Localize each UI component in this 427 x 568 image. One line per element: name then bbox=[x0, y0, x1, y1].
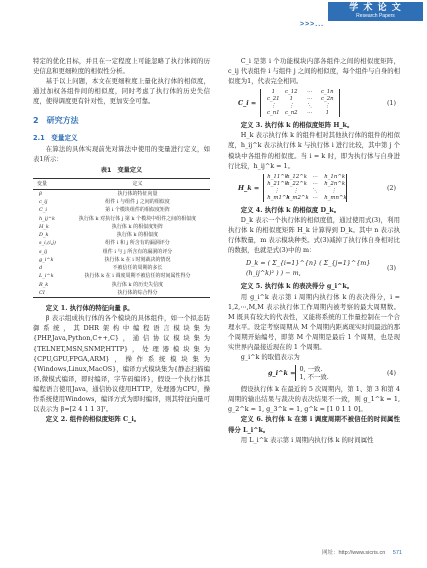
matrix-cell: ⋮ bbox=[288, 103, 294, 110]
table-caption: 表1 变量定义 bbox=[100, 166, 143, 174]
definition-1-label: 定义 1. 执行体的特征向量 β。 bbox=[45, 304, 134, 313]
table-cell-definition: 组件 i 和 j 所含有的漏洞评分 bbox=[105, 240, 170, 247]
right-paragraph-3: D_k 表示一个执行体的相似度值，通过使用式(3)，利用执行体 k 的相似度矩阵 H_k 计算得到 D_k。其中 n 表示执行体数量，m 表示模块种类。式(3)减掉了执行体自身相对比的数据，也就是式(3)中的 m： bbox=[228, 215, 400, 255]
table-cell-variable: H_k bbox=[39, 223, 49, 230]
table-cell-definition: 组件 i 与组件 j 之间的相似度 bbox=[105, 199, 170, 206]
table-row bbox=[33, 272, 210, 280]
right-paragraph-5: g_i^k 的取值表示为 bbox=[240, 353, 300, 362]
right-paragraph-7: 用 L_i^k 表示第 i 周期内执行体 k 的时间属性 bbox=[240, 435, 374, 444]
matrix-c bbox=[260, 89, 340, 117]
table-cell-variable: D_k bbox=[39, 232, 49, 239]
matrix-cell: c_1n bbox=[320, 89, 334, 96]
equation-2 bbox=[228, 174, 400, 202]
matrix-cell: h_m1^k bbox=[267, 194, 290, 201]
matrix-cell: c_12 bbox=[285, 89, 298, 96]
matrix-cell: ⋮ bbox=[331, 187, 337, 194]
right-paragraph-2: H_k 表示执行体 k 的组件相对其他执行体的组件的相似度，h_ij^k 表示执行体 k 与执行体 i 进行比较，其中第 j 个模块中各组件的相似度。当 i = k 时，即为执行体与自身进行比较，h_ij^k = 1。 bbox=[228, 131, 400, 170]
definition-5-label: 定义 5. 执行体 k 的表决得分 g_i^k。 bbox=[240, 282, 354, 291]
matrix-cell: 1 bbox=[289, 96, 294, 103]
matrix-cell: h_22^k bbox=[286, 180, 308, 187]
equation-4-case-2: 1, 不一致. bbox=[299, 373, 329, 382]
variable-table bbox=[33, 178, 210, 298]
table-cell-definition: 执行体 k 在 i 时刻裁决的情况 bbox=[104, 256, 171, 263]
matrix-cell: 1 bbox=[271, 89, 276, 96]
definition-6-label: 定义 6. 执行体 k 在第 i 调度周期不被信任的时间属性得分 L_i^k。 bbox=[228, 415, 400, 434]
table-cell-definition: 执行体的综合得分 bbox=[65, 289, 210, 298]
matrix-cell: h_2n^k bbox=[324, 180, 346, 187]
matrix-cell: c_n1 bbox=[266, 110, 280, 117]
matrix-cell: h_12^k bbox=[286, 173, 308, 180]
subsection-heading: 2.1 变量定义 bbox=[33, 133, 78, 142]
table-row bbox=[33, 231, 210, 239]
table-row bbox=[33, 223, 210, 231]
journal-section-cn: 学 术 论 文 bbox=[349, 3, 402, 13]
table-cell-definition: 第 i 个模块组件的相似度矩阵 bbox=[105, 207, 170, 214]
table-cell-definition: 不被信任的周期的多长 bbox=[112, 265, 163, 272]
table-row bbox=[33, 281, 210, 289]
table-cell-variable: d bbox=[39, 265, 43, 272]
equation-1-number: (1) bbox=[386, 99, 396, 108]
journal-header-badge bbox=[328, 2, 423, 21]
table-row bbox=[33, 256, 210, 264]
equation-3-number: (3) bbox=[386, 264, 396, 273]
equation-3 bbox=[228, 258, 400, 278]
header-arrows: >>>... bbox=[300, 21, 325, 28]
right-paragraph-4: 用 g_i^k 表示第 i 周期内执行体 k 的表决得分，i = 1,2,⋯,M,M 表示执行体工作周期内被考察的最大周期数。M 既具有较大的代表性，又能将系统的工作量控制在一个合理水平。设定考察周期从 M 个周期内距离现实时间最远的那个周期开始编号，即第 M 个周期是最后 1 个周期，也是现实世界内最接近现在的 1 个周期。 bbox=[228, 292, 400, 351]
table-cell-variable: s_i,(i,j) bbox=[39, 240, 56, 247]
matrix-cell: ⋯ bbox=[312, 194, 318, 201]
table-header-variable: 变量 bbox=[33, 178, 65, 189]
table-cell-variable: CI bbox=[33, 289, 65, 298]
matrix-cell: ⋮ bbox=[324, 103, 330, 110]
matrix-cell: ⋯ bbox=[312, 173, 318, 180]
table-cell-variable: β bbox=[39, 190, 42, 197]
equation-4-lhs: g_i^k = bbox=[268, 369, 296, 378]
matrix-cell: c_n2 bbox=[284, 110, 298, 117]
table-cell-definition: 执行体 k 的历史失信度 bbox=[111, 281, 164, 288]
table-cell-definition: 执行体 k 的相似度 bbox=[116, 232, 159, 239]
matrix-cell: ⋮ bbox=[274, 187, 280, 194]
page-footer bbox=[322, 548, 402, 556]
journal-section-en: Research Papers bbox=[356, 13, 395, 19]
table-cell-variable: h_ij^k bbox=[39, 215, 56, 222]
equation-2-lhs: H_k = bbox=[238, 183, 260, 192]
matrix-cell: ⋮ bbox=[270, 103, 276, 110]
table-header-definition: 定义 bbox=[65, 178, 210, 189]
matrix-cell: h_m2^k bbox=[286, 194, 309, 201]
definition-2-label: 定义 2. 组件的相似度矩阵 C_i。 bbox=[45, 415, 141, 424]
matrix-cell: 1 bbox=[325, 110, 330, 117]
table-cell-variable: c_ij bbox=[39, 199, 48, 206]
table-cell-variable: R_k bbox=[39, 281, 49, 288]
equation-4-number: (4) bbox=[386, 369, 396, 378]
equation-3-body: D_k = ( Σ_{i=1}^{n} ( Σ_{j=1}^{m} (h_ij^k)² ) ) − m, bbox=[246, 259, 371, 278]
table-cell-variable: L_i^k bbox=[39, 273, 54, 280]
table-row bbox=[33, 206, 210, 214]
equation-1-lhs: C_i = bbox=[238, 99, 257, 108]
matrix-cell: h_21^k bbox=[267, 180, 289, 187]
table-row bbox=[33, 189, 210, 198]
left-paragraph-3: 在算法的具体实现前先对算法中使用的变量进行定义，如表1所示： bbox=[33, 144, 210, 163]
right-paragraph-1: C_i 是第 i 个功能模块内部各组件之间的相似度矩阵，c_ij 代表组件 i 与组件 j 之间的相似度，每个组件与自身的相似度为1，代表完全相同。 bbox=[228, 57, 400, 86]
equation-4-case-1: 0, 一致. bbox=[299, 365, 323, 374]
matrix-cell: ⋱ bbox=[306, 103, 312, 110]
matrix-cell: h_mn^k bbox=[324, 194, 347, 201]
left-column bbox=[33, 56, 210, 424]
table-row bbox=[33, 239, 210, 247]
left-paragraph-2: 基于以上问题，本文在更细粒度上量化执行体的相似度，通过加权各组件间的相似度，同时考虑了执行体的历史失信度，使得调度更有针对性，更加安全可靠。 bbox=[33, 77, 210, 106]
left-paragraph-4: β 表示组成执行体的各个模块的具体组件，如一个拟态防御系统，其DHR架构中编程语言模块集为{PHP,Java,Python,C++,C}，通信协议模块集为{TELNET,MSN,SNMP,HTTP}，处理器模块集为{CPU,GPU,FPGA,ARM}，操作系统模块集为{Windows,Linux,MacOS}，编译方式模块集为{静态扫描编译,微模式编译，即时编译，字节码编译}，假设一个执行体其编程语言使用Java，通信协议使用HTTP，处理器为CPU，操作系统使用Windows，编译方式为即时编译，则其特征向量可以表示为 β=[2 4 1 1 3]ᵀ。 bbox=[33, 314, 210, 414]
page-number: 571 bbox=[392, 550, 402, 556]
definition-4-label: 定义 4. 执行体 k 的相似度 D_k。 bbox=[240, 205, 341, 214]
table-row bbox=[33, 289, 210, 298]
matrix-cell: ⋯ bbox=[306, 110, 312, 117]
table-cell-variable: g_i^k bbox=[39, 256, 54, 263]
matrix-cell: ⋯ bbox=[312, 180, 318, 187]
section-heading: 2 研究方法 bbox=[33, 116, 79, 126]
equation-2-number: (2) bbox=[386, 183, 396, 192]
matrix-h bbox=[263, 174, 347, 202]
table-row bbox=[33, 248, 210, 256]
matrix-cell: ⋯ bbox=[306, 89, 312, 96]
matrix-cell: h_11^k bbox=[267, 173, 289, 180]
table-row bbox=[33, 264, 210, 272]
table-cell-definition: 执行体的特征向量 bbox=[117, 190, 158, 197]
right-column bbox=[228, 56, 400, 445]
table-cell-definition: 执行体 k 的相似度矩阵 bbox=[111, 223, 164, 230]
equation-1 bbox=[228, 89, 400, 117]
table-cell-definition: 执行体 k 在 i 调度周期不被信任的时间属性得分 bbox=[84, 273, 191, 280]
footer-site: 网址：http://www.sicris.cn bbox=[322, 550, 386, 556]
table-cell-variable: C_i bbox=[39, 207, 47, 214]
left-paragraph-1: 特定的优化目标，并且在一定程度上可能忽略了执行体间的历史信息和更细粒度的相似性分析。 bbox=[33, 57, 210, 76]
table-row bbox=[33, 198, 210, 206]
matrix-cell: ⋯ bbox=[306, 96, 312, 103]
table-cell-variable: s_ij bbox=[39, 248, 48, 255]
right-paragraph-6: 假设执行体 k 在最近的 5 次周期内，第 1、第 3 和第 4 周期的输出结果与裁决的表决结果不一致，则 g_1^k = 1, g_2^k = 1, g_3^k = 1, g^k = [1 0 1 1 0]。 bbox=[228, 385, 400, 414]
matrix-cell: h_1n^k bbox=[324, 173, 346, 180]
equation-4-cases bbox=[295, 365, 328, 381]
definition-3-label: 定义 3. 执行体 k 的相似度矩阵 H_k。 bbox=[240, 121, 354, 130]
matrix-cell: ⋱ bbox=[312, 187, 318, 194]
matrix-cell: c_21 bbox=[267, 96, 280, 103]
matrix-cell: ⋮ bbox=[293, 187, 299, 194]
matrix-cell: c_2n bbox=[320, 96, 334, 103]
table-cell-definition: 组件 i 与 j 所含有的漏洞的评分 bbox=[102, 248, 173, 255]
equation-4 bbox=[228, 365, 400, 381]
table-row bbox=[33, 215, 210, 223]
table-cell-definition: 执行体 k 对执行体 j 第 k 个模块中组件之间的相似度 bbox=[78, 215, 197, 222]
